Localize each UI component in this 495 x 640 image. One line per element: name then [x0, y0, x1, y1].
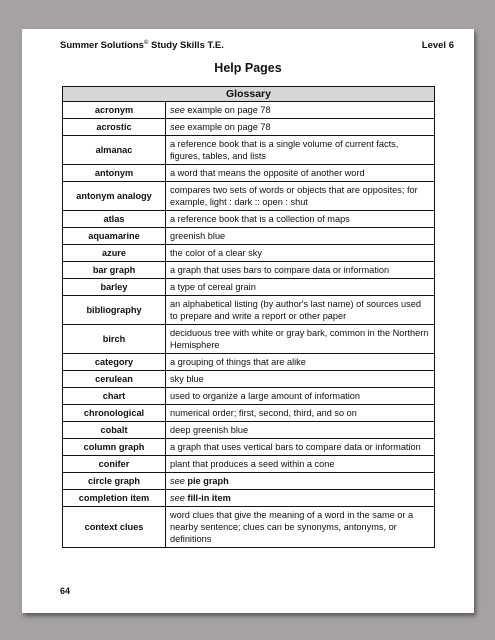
glossary-definition: [166, 296, 435, 325]
page-title: Help Pages: [214, 61, 282, 75]
glossary-definition: [166, 371, 435, 388]
glossary-definition: [166, 119, 435, 136]
definition-text: deep greenish blue: [170, 425, 249, 435]
cross-reference-see: see: [170, 476, 185, 486]
definition-text: compares two sets of words or objects that are opposites; for example, light : dark :: open : shut: [170, 185, 418, 207]
definition-text: a grouping of things that are alike: [170, 357, 306, 367]
glossary-row: [63, 388, 435, 405]
glossary-definition: [166, 136, 435, 165]
glossary-definition: [166, 245, 435, 262]
glossary-row: [63, 325, 435, 354]
definition-text: a word that means the opposite of another word: [170, 168, 365, 178]
definition-text: an alphabetical listing (by author's last name) of sources used to prepare and write a report or other paper: [170, 299, 421, 321]
glossary-definition: [166, 405, 435, 422]
glossary-term: context clues: [63, 507, 166, 548]
glossary-row: [63, 165, 435, 182]
definition-text: used to organize a large amount of information: [170, 391, 360, 401]
glossary-heading: Glossary: [63, 87, 435, 102]
glossary-row: [63, 439, 435, 456]
glossary-definition: [166, 228, 435, 245]
definition-text: word clues that give the meaning of a word in the same or a nearby sentence; clues can be synonyms, antonyms, or definitions: [170, 510, 414, 544]
glossary-term: antonym: [63, 165, 166, 182]
glossary-term: almanac: [63, 136, 166, 165]
glossary-term: cerulean: [63, 371, 166, 388]
glossary-row: [63, 182, 435, 211]
glossary-term: barley: [63, 279, 166, 296]
header-series-name: Summer Solutions: [60, 40, 144, 52]
glossary-definition: [166, 439, 435, 456]
glossary-definition: [166, 507, 435, 548]
glossary-row: [63, 456, 435, 473]
glossary-term: chart: [63, 388, 166, 405]
definition-text: example on page 78: [184, 122, 271, 132]
glossary-row: [63, 422, 435, 439]
glossary-row: [63, 245, 435, 262]
glossary-row: [63, 119, 435, 136]
glossary-term: bar graph: [63, 262, 166, 279]
glossary-definition: [166, 473, 435, 490]
definition-text: a type of cereal grain: [170, 282, 256, 292]
glossary-row: [63, 228, 435, 245]
glossary-row: [63, 354, 435, 371]
glossary-header-row: [63, 87, 435, 102]
cross-reference-see: see: [170, 122, 185, 132]
glossary-row: [63, 262, 435, 279]
glossary-row: [63, 507, 435, 548]
glossary-term: aquamarine: [63, 228, 166, 245]
glossary-term: cobalt: [63, 422, 166, 439]
definition-text: example on page 78: [184, 105, 271, 115]
glossary-row: [63, 136, 435, 165]
glossary-definition: [166, 279, 435, 296]
document-page: [22, 29, 474, 613]
glossary-term: azure: [63, 245, 166, 262]
definition-text: sky blue: [170, 374, 204, 384]
page-number: 64: [60, 586, 71, 596]
glossary-term: birch: [63, 325, 166, 354]
definition-text: a reference book that is a single volume of current facts, figures, tables, and lists: [170, 139, 399, 161]
glossary-definition: [166, 388, 435, 405]
glossary-term: chronological: [63, 405, 166, 422]
running-header-title: [60, 40, 224, 51]
glossary-row: [63, 490, 435, 507]
definition-text: a reference book that is a collection of maps: [170, 214, 350, 224]
glossary-definition: [166, 165, 435, 182]
glossary-row: [63, 473, 435, 490]
cross-reference-term: pie graph: [187, 476, 229, 486]
cross-reference-see: see: [170, 105, 185, 115]
glossary-definition: [166, 262, 435, 279]
definition-text: plant that produces a seed within a cone: [170, 459, 335, 469]
glossary-row: [63, 371, 435, 388]
glossary-row: [63, 211, 435, 228]
header-book-name: Study Skills T.E.: [148, 40, 224, 52]
glossary-term: atlas: [63, 211, 166, 228]
glossary-term: conifer: [63, 456, 166, 473]
cross-reference-see: see: [170, 493, 185, 503]
glossary-definition: [166, 102, 435, 119]
glossary-term: bibliography: [63, 296, 166, 325]
definition-text: deciduous tree with white or gray bark, common in the Northern Hemisphere: [170, 328, 429, 350]
running-header-level: Level 6: [421, 40, 454, 51]
definition-text: the color of a clear sky: [170, 248, 262, 258]
glossary-row: [63, 279, 435, 296]
cross-reference-term: fill-in item: [187, 493, 231, 503]
glossary-row: [63, 405, 435, 422]
glossary-row: [63, 296, 435, 325]
definition-text: a graph that uses vertical bars to compare data or information: [170, 442, 421, 452]
glossary-definition: [166, 456, 435, 473]
glossary-definition: [166, 490, 435, 507]
glossary-term: circle graph: [63, 473, 166, 490]
glossary-table: [62, 86, 435, 548]
definition-text: a graph that uses bars to compare data or information: [170, 265, 390, 275]
definition-text: greenish blue: [170, 231, 226, 241]
glossary-term: category: [63, 354, 166, 371]
glossary-definition: [166, 182, 435, 211]
glossary-definition: [166, 211, 435, 228]
glossary-definition: [166, 325, 435, 354]
glossary-definition: [166, 354, 435, 371]
glossary-term: column graph: [63, 439, 166, 456]
glossary-term: acronym: [63, 102, 166, 119]
definition-text: numerical order; first, second, third, and so on: [170, 408, 357, 418]
glossary-term: antonym analogy: [63, 182, 166, 211]
glossary-body: [63, 102, 435, 548]
registered-mark: ©: [143, 40, 149, 46]
glossary-term: acrostic: [63, 119, 166, 136]
glossary-row: [63, 102, 435, 119]
glossary-definition: [166, 422, 435, 439]
glossary-term: completion item: [63, 490, 166, 507]
